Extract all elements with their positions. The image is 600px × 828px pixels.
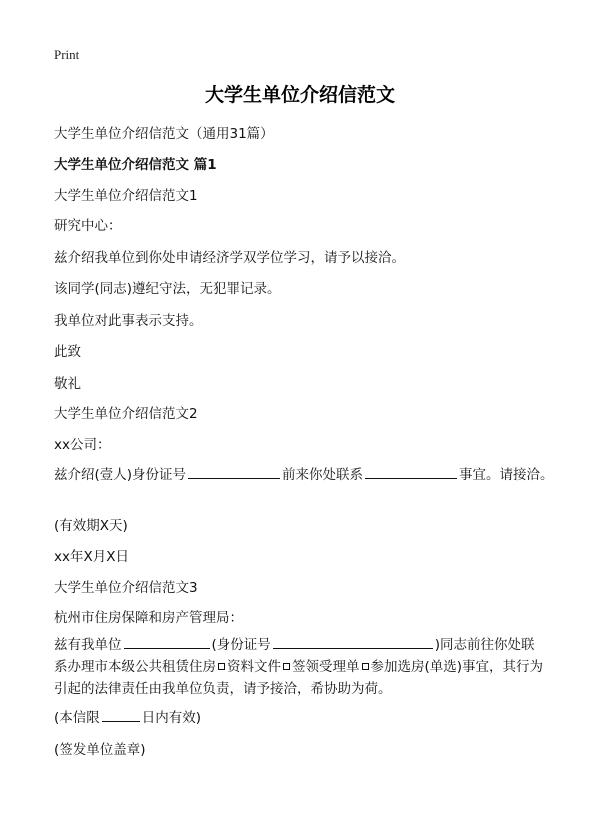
contact-matter-blank xyxy=(365,477,457,479)
option-house-selection: 参加选房(单选)事宜，其行为引起的法律责任由我单位负责，请予接洽，希协助为荷。 xyxy=(54,659,544,697)
letter1-line2: 该同学(同志)遵纪守法，无犯罪记录。 xyxy=(54,281,281,297)
id-number-blank xyxy=(188,477,280,479)
letter2-addressee: xx公司： xyxy=(54,437,111,453)
letter1-closing1: 此致 xyxy=(54,344,81,360)
letter3-heading: 大学生单位介绍信范文3 xyxy=(54,580,198,596)
id-number-blank xyxy=(273,647,433,649)
letter3-validity xyxy=(54,706,201,726)
letter1-line3: 我单位对此事表示支持。 xyxy=(54,313,203,329)
letter1-addressee: 研究中心： xyxy=(54,218,122,234)
letter1-closing2: 敬礼 xyxy=(54,376,81,392)
checkbox-icon xyxy=(283,663,290,670)
option-receipt: 签领受理单 xyxy=(292,659,360,675)
letter2-intro-part2: 前来你处联系 xyxy=(282,467,364,483)
letter3-validity-part2: 日内有效) xyxy=(141,710,202,726)
unit-name-blank xyxy=(124,647,210,649)
letter3-seal: (签发单位盖章) xyxy=(54,742,146,758)
letter3-validity-part1: (本信限 xyxy=(54,710,100,726)
letter3-body-part1: 兹有我单位 xyxy=(54,637,122,653)
print-label: Print xyxy=(54,47,80,62)
letter2-date: xx年X月X日 xyxy=(54,549,129,565)
checkbox-icon xyxy=(218,663,225,670)
letter3-body-part3: )同志前往你处联系办理市本级公共租赁住房 xyxy=(54,637,535,675)
checkbox-icon xyxy=(362,663,369,670)
page-title: 大学生单位介绍信范文 xyxy=(204,84,395,106)
doc-subtitle: 大学生单位介绍信范文（通用31篇） xyxy=(54,126,274,142)
letter3-body-part2: (身份证号 xyxy=(211,637,271,653)
letter1-line1: 兹介绍我单位到你处申请经济学双学位学习，请予以接洽。 xyxy=(54,250,405,266)
letter2-validity: (有效期X天) xyxy=(54,518,128,534)
letter2-intro xyxy=(54,463,554,483)
letter2-intro-part1: 兹介绍(壹人)身份证号 xyxy=(54,467,187,483)
letter3-addressee: 杭州市住房保障和房产管理局： xyxy=(54,610,243,626)
letter2-intro-part3: 事宜。请接洽。 xyxy=(459,467,554,483)
letter3-body xyxy=(54,634,544,700)
letter2-heading: 大学生单位介绍信范文2 xyxy=(54,406,198,422)
days-blank xyxy=(102,720,140,722)
section-heading: 大学生单位介绍信范文 篇1 xyxy=(54,157,217,173)
letter1-heading: 大学生单位介绍信范文1 xyxy=(54,188,198,204)
option-documents: 资料文件 xyxy=(227,659,281,675)
